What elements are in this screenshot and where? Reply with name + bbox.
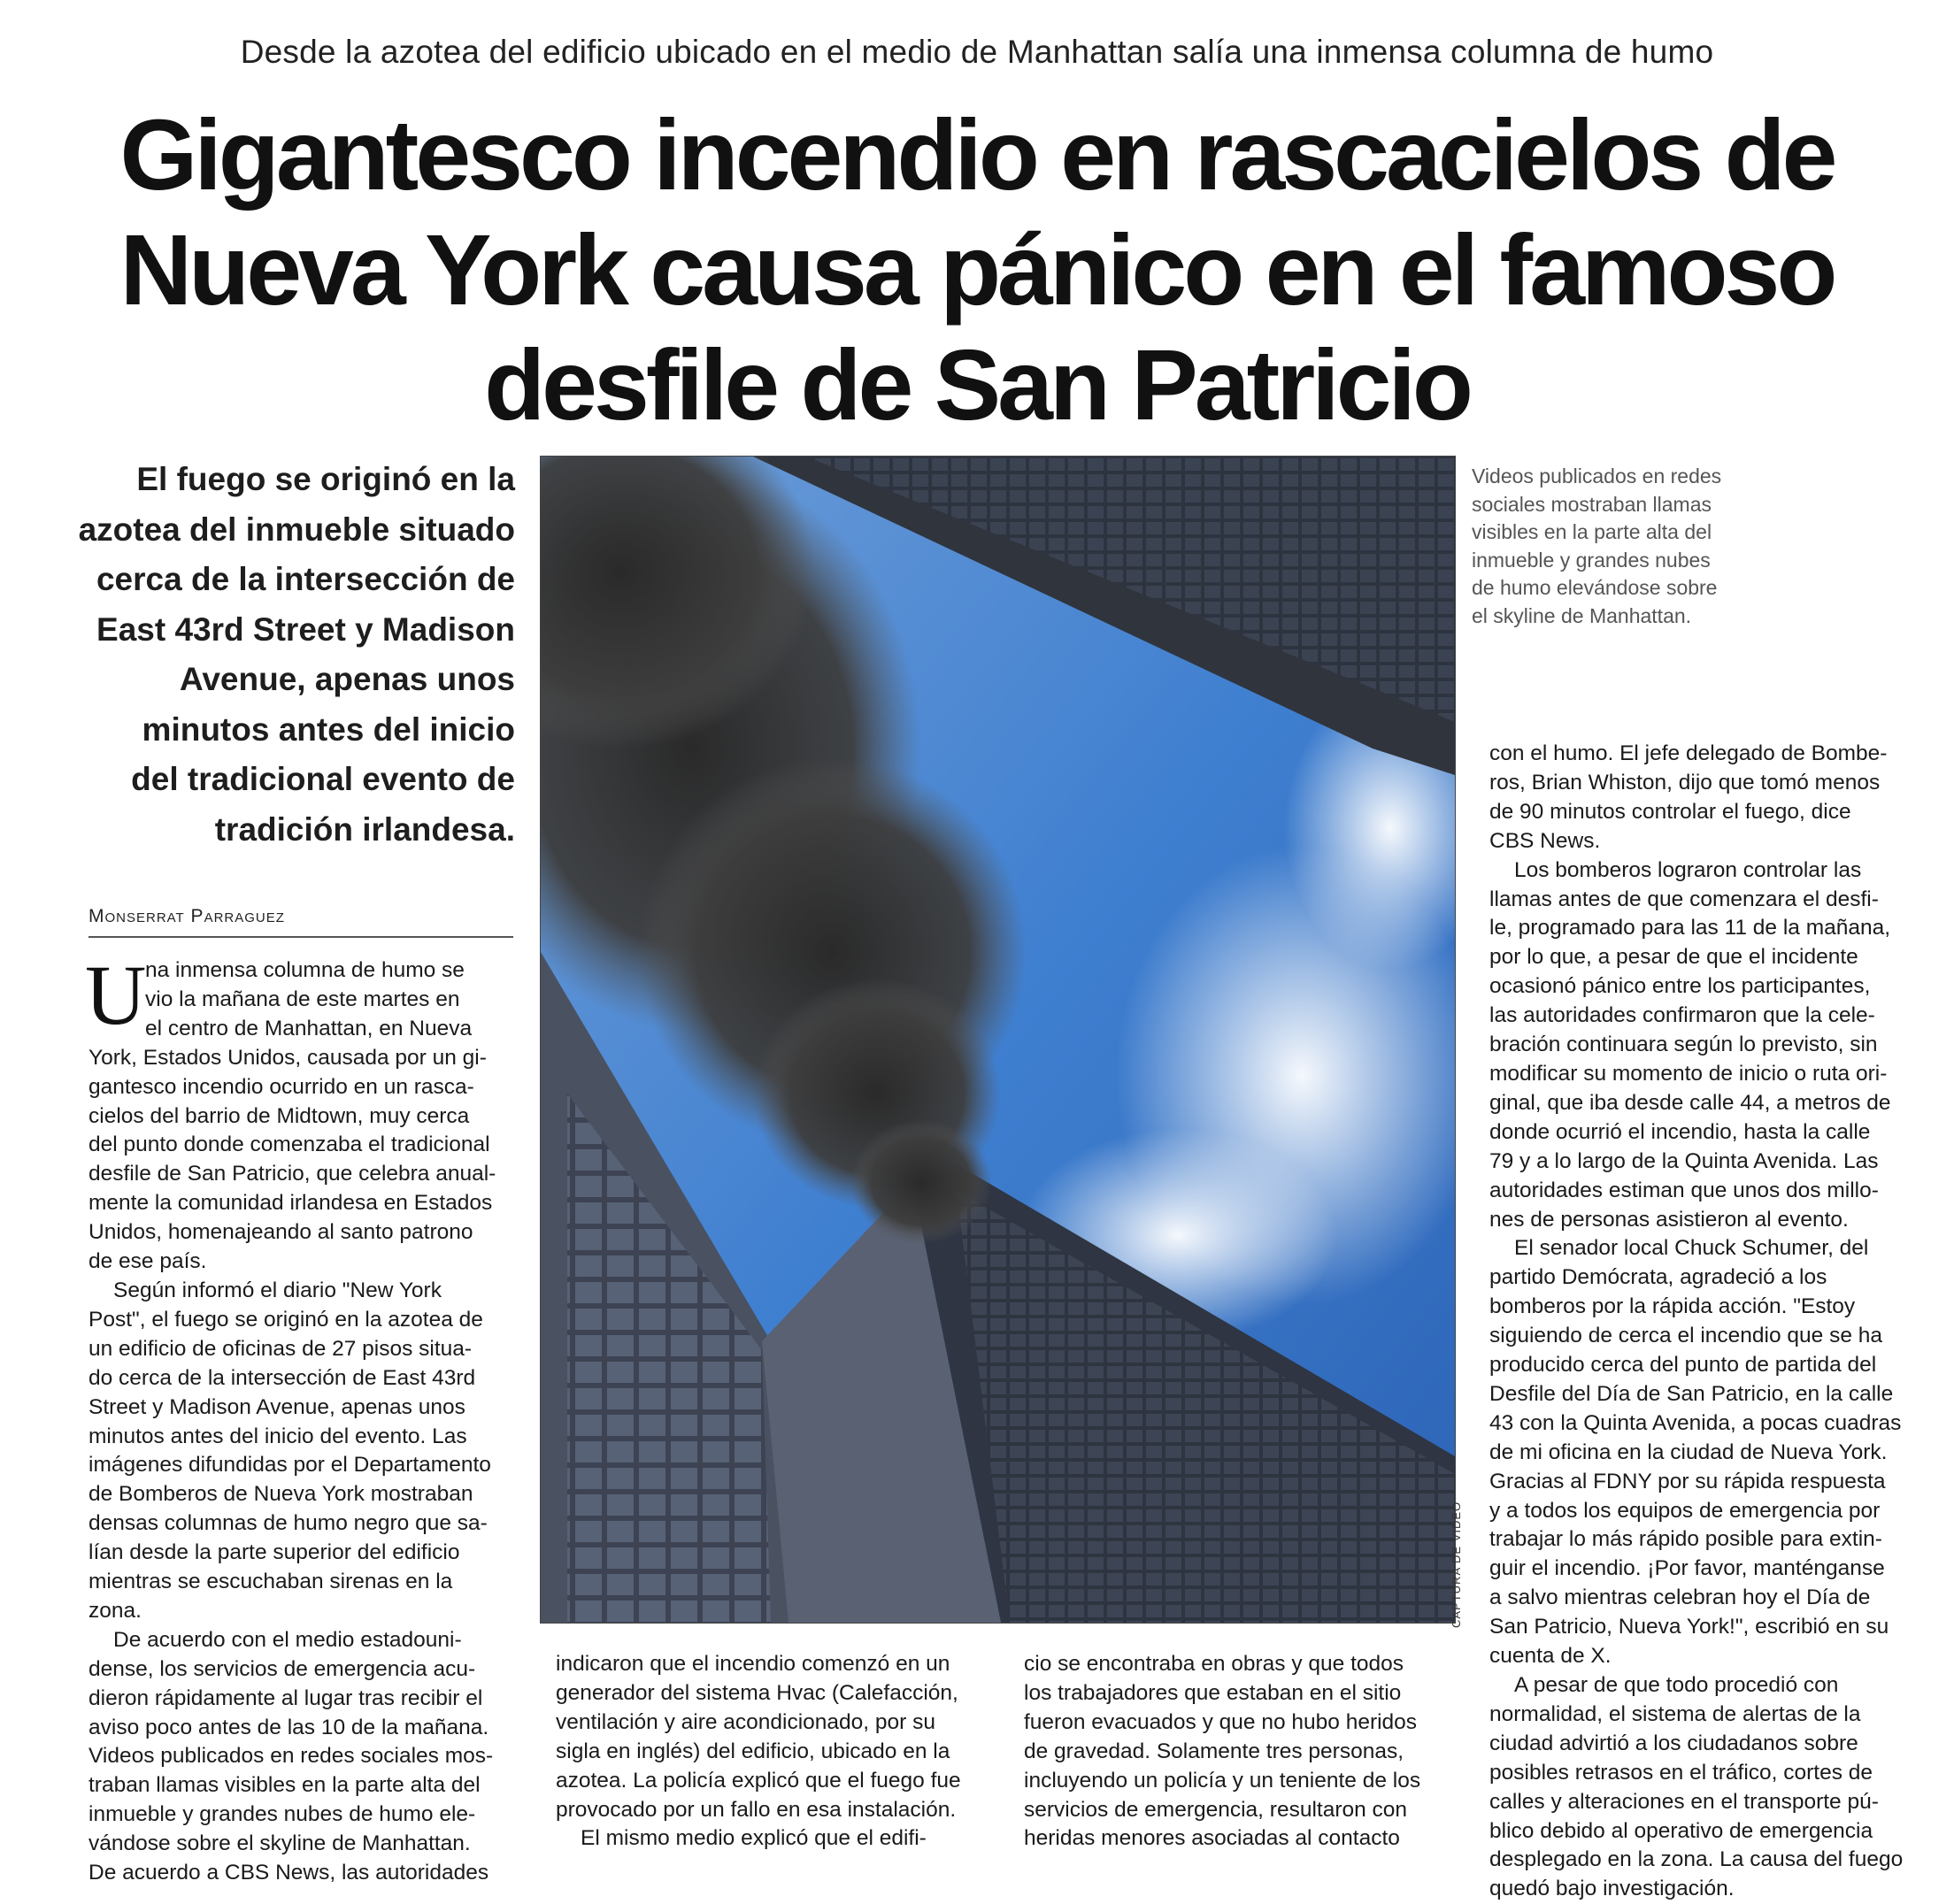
body-line: Según informó el diario "New York [113, 1278, 442, 1302]
body-line: indicaron que el incendio comenzó en un [556, 1652, 950, 1676]
body-line: le, programado para las 11 de la mañana, [1489, 916, 1891, 940]
body-line: Street y Madison Avenue, apenas unos [88, 1394, 465, 1419]
body-line: provocado por un fallo en esa instalación. [556, 1797, 957, 1822]
body-column-2 [556, 1650, 989, 1854]
body-line: trabajar lo más rápido posible para extin- [1489, 1527, 1882, 1552]
lead-line: azotea del inmueble situado [78, 511, 515, 548]
body-line: a salvo mientras celebran hoy el Día de [1489, 1585, 1871, 1610]
body-line: de mi oficina en la ciudad de Nueva York. [1489, 1440, 1888, 1464]
body-line: las autoridades confirmaron que la cele- [1489, 1003, 1875, 1028]
body-line: 79 y a lo largo de la Quinta Avenida. Las [1489, 1148, 1879, 1173]
lead-line: del tradicional evento de [131, 761, 515, 797]
body-line: el centro de Manhattan, en Nueva [145, 1016, 473, 1040]
fire-photo-illustration [541, 457, 1455, 1623]
caption-line: el skyline de Manhattan. [1472, 603, 1692, 627]
body-line: bomberos por la rápida acción. "Estoy [1489, 1294, 1856, 1319]
body-line: aviso poco antes de las 10 de la mañana. [88, 1715, 489, 1739]
body-line: inmueble y grandes nubes de humo ele- [88, 1802, 476, 1827]
body-line: do cerca de la intersección de East 43rd [88, 1365, 476, 1390]
body-line: generador del sistema Hvac (Calefacción, [556, 1680, 958, 1705]
body-line: ginal, que iba desde calle 44, a metros de [1489, 1090, 1891, 1115]
body-line: lían desde la parte superior del edificio [88, 1540, 460, 1565]
body-line: De acuerdo a CBS News, las autoridades [88, 1861, 489, 1885]
body-line: posibles retrasos en el tráfico, cortes de [1489, 1760, 1873, 1785]
body-line: blico debido al operativo de emergencia [1489, 1818, 1873, 1843]
body-line: sigla en inglés) del edificio, ubicado en la [556, 1739, 950, 1763]
body-line: Los bomberos lograron controlar las [1514, 857, 1862, 882]
body-line: donde ocurrió el incendio, hasta la calle [1489, 1119, 1871, 1144]
body-line: un edificio de oficinas de 27 pisos situa- [88, 1336, 473, 1361]
body-line: dense, los servicios de emergencia acu- [88, 1656, 476, 1681]
body-column-1 [88, 956, 513, 1888]
body-line: partido Demócrata, agradeció a los [1489, 1265, 1827, 1290]
lead-line: El fuego se originó en la [136, 461, 515, 497]
body-line: de Bomberos de Nueva York mostraban [88, 1482, 473, 1507]
body-line: los trabajadores que estaban en el sitio [1024, 1680, 1402, 1705]
body-line: A pesar de que todo procedió con [1514, 1673, 1839, 1697]
byline: Monserrat Parraguez [88, 906, 513, 938]
body-line: de ese país. [88, 1249, 207, 1274]
body-line: ventilación y aire acondicionado, por su [556, 1709, 936, 1734]
body-line: desfile de San Patricio, que celebra anual- [88, 1162, 496, 1186]
body-line: Videos publicados en redes sociales mos- [88, 1744, 494, 1769]
body-column-3 [1024, 1650, 1458, 1854]
kicker: Desde la azotea del edificio ubicado en el medio de Manhattan salía una inmensa columna de humo [240, 34, 1714, 70]
body-line: CBS News. [1489, 828, 1601, 853]
body-line: San Patricio, Nueva York!", escribió en su [1489, 1615, 1889, 1639]
body-line: De acuerdo con el medio estadouni- [113, 1627, 462, 1652]
headline [106, 97, 1848, 442]
body-line: producido cerca del punto de partida del [1489, 1353, 1877, 1378]
body-line: York, Estados Unidos, causada por un gi- [88, 1045, 487, 1070]
body-line: traban llamas visibles en la parte alta del [88, 1773, 481, 1798]
photo-credit: CAPTURA DE VIDEO [1450, 1501, 1463, 1628]
body-line: llamas antes de que comenzara el desfi- [1489, 887, 1879, 911]
body-line: mientras se escuchaban sirenas en la [88, 1570, 453, 1594]
body-line: con el humo. El jefe delegado de Bombe- [1489, 741, 1888, 765]
body-line: zona. [88, 1598, 142, 1623]
body-line: na inmensa columna de humo se [145, 958, 465, 982]
body-line: El senador local Chuck Schumer, del [1514, 1236, 1869, 1261]
lead-line: Avenue, apenas unos [179, 661, 515, 697]
body-line: El mismo medio explicó que el edifi- [581, 1826, 927, 1851]
lead-line: East 43rd Street y Madison [96, 610, 515, 648]
lead-summary [27, 455, 515, 855]
body-line: Post", el fuego se originó en la azotea de [88, 1307, 483, 1332]
body-line: quedó bajo investigación. [1489, 1877, 1735, 1901]
body-line: cuenta de X. [1489, 1644, 1612, 1669]
lead-line: minutos antes del inicio [142, 710, 515, 748]
photo [540, 456, 1456, 1624]
body-line: azotea. La policía explicó que el fuego fue [556, 1768, 961, 1793]
body-line: de gravedad. Solamente tres personas, [1024, 1739, 1404, 1763]
body-line: modificar su momento de inicio o ruta ori- [1489, 1061, 1888, 1086]
body-line: ocasionó pánico entre los participantes, [1489, 974, 1871, 999]
body-line: dieron rápidamente al lugar tras recibir el [88, 1685, 483, 1710]
caption-line: inmueble y grandes nubes [1472, 548, 1711, 572]
body-line: incluyendo un policía y un teniente de los [1024, 1768, 1421, 1793]
caption-line: de humo elevándose sobre [1472, 576, 1718, 600]
body-line: cio se encontraba en obras y que todos [1024, 1652, 1404, 1676]
smoke [850, 1120, 992, 1244]
body-line: fueron evacuados y que no hubo heridos [1024, 1709, 1418, 1734]
body-line: calles y alteraciones en el transporte pú- [1489, 1789, 1879, 1814]
body-line: ciudad advirtió a los ciudadanos sobre [1489, 1731, 1858, 1755]
body-line: heridas menores asociadas al contacto [1024, 1826, 1400, 1851]
lead-line: cerca de la intersección de [96, 561, 515, 597]
caption-line: visibles en la parte alta del [1472, 520, 1712, 544]
body-line: cielos del barrio de Midtown, muy cerca [88, 1103, 470, 1128]
body-line: vio la mañana de este martes en [145, 987, 460, 1011]
body-line: vándose sobre el skyline de Manhattan. [88, 1831, 471, 1856]
headline-line: Nueva York causa pánico en el famoso [119, 214, 1835, 326]
body-line: siguiendo de cerca el incendio que se ha [1489, 1324, 1883, 1348]
body-line: 43 con la Quinta Avenida, a pocas cuadras [1489, 1410, 1902, 1435]
dropcap: U [85, 948, 147, 1042]
body-line: bración continuara según lo previsto, sin [1489, 1033, 1878, 1057]
body-line: ros, Brian Whiston, dijo que tomó menos [1489, 770, 1881, 795]
photo-caption [1472, 463, 1790, 631]
body-line: de 90 minutos controlar el fuego, dice [1489, 799, 1851, 824]
body-line: guir el incendio. ¡Por favor, manténganse [1489, 1556, 1885, 1581]
body-line: Unidos, homenajeando al santo patrono [88, 1220, 473, 1245]
body-line: nes de personas asistieron al evento. [1489, 1207, 1849, 1232]
body-line: del punto donde comenzaba el tradicional [88, 1132, 490, 1157]
headline-line: Gigantesco incendio en rascacielos de [119, 99, 1835, 211]
body-line: servicios de emergencia, resultaron con [1024, 1797, 1408, 1822]
body-line: imágenes difundidas por el Departamento [88, 1453, 491, 1478]
body-line: autoridades estiman que unos dos millo- [1489, 1178, 1879, 1202]
body-line: Desfile del Día de San Patricio, en la calle [1489, 1381, 1894, 1406]
caption-line: Videos publicados en redes [1472, 464, 1722, 488]
lead-line: tradición irlandesa. [214, 810, 515, 848]
body-line: mente la comunidad irlandesa en Estados [88, 1191, 493, 1216]
body-line: desplegado en la zona. La causa del fuego [1489, 1847, 1904, 1872]
body-line: Gracias al FDNY por su rápida respuesta [1489, 1469, 1886, 1493]
body-line: densas columnas de humo negro que sa- [88, 1511, 488, 1536]
body-line: normalidad, el sistema de alertas de la [1489, 1701, 1861, 1726]
headline-line: desfile de San Patricio [484, 329, 1470, 441]
body-line: minutos antes del inicio del evento. Las [88, 1424, 467, 1448]
caption-line: sociales mostraban llamas [1472, 492, 1712, 516]
body-column-4 [1489, 740, 1923, 1904]
body-line: y a todos los equipos de emergencia por [1489, 1498, 1881, 1523]
body-line: gantesco incendio ocurrido en un rasca- [88, 1074, 474, 1099]
body-line: por lo que, a pesar de que el incidente [1489, 945, 1858, 970]
